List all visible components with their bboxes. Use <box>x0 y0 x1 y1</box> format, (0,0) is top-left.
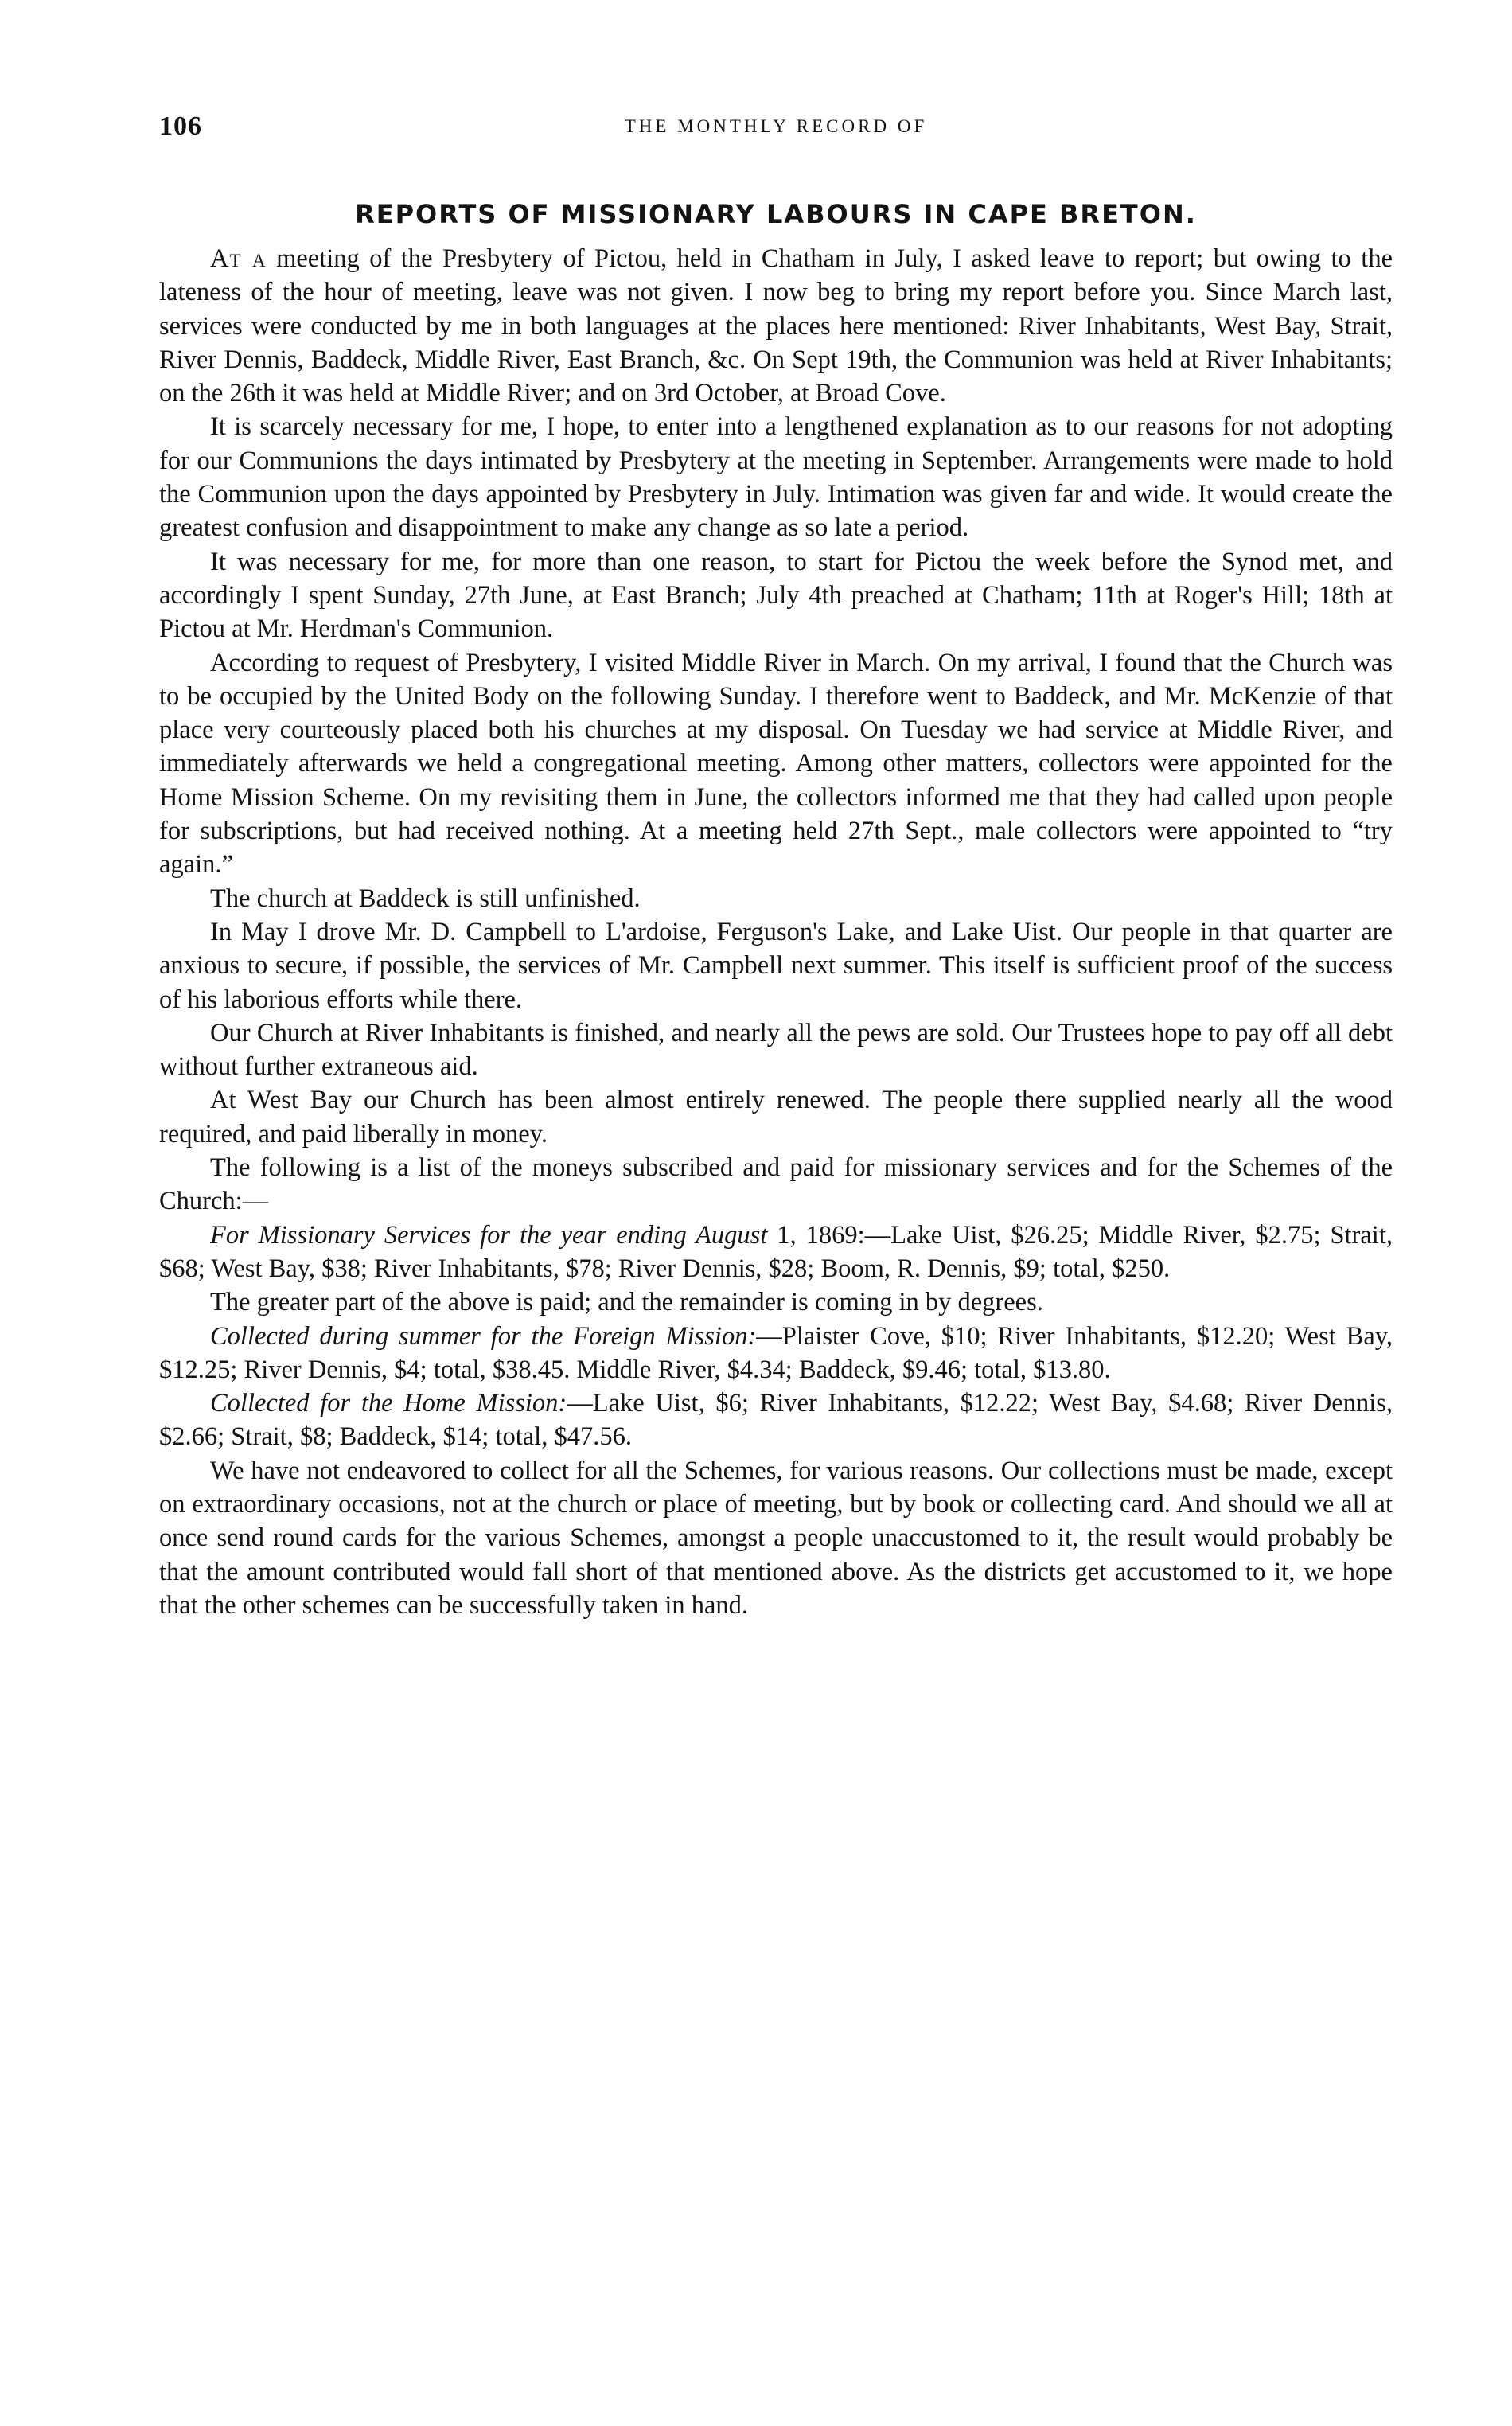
paragraph-text: 1, 1869:—Lake Uist, $26.25; Middle River, $2.75; Strait, $68; West Bay, $38; River Inhabitants, $78; River Dennis, $28; Boom, R. Dennis, $9; total, $250. <box>159 1220 1393 1283</box>
paragraph-text: meeting of the Presbytery of Pictou, held in Chatham in July, I asked leave to report; but owing to the lateness of the hour of meeting, leave was not given. I now beg to bring my report before you. Since March last, services were conducted by me in both languages at the places here mentioned: River Inhabitants, West Bay, Strait, River Dennis, Baddeck, Middle River, East Branch, &c. On Sept 19th, the Communion was held at River Inhabitants; on the 26th it was held at Middle River; and on 3rd October, at Broad Cove. <box>159 244 1393 408</box>
paragraph-italic-heading: For Missionary Services for the year ending August <box>210 1220 768 1250</box>
journal-title: THE MONTHLY RECORD OF <box>624 116 928 136</box>
paragraph-4: According to request of Presbytery, I visited Middle River in March. On my arrival, I found that the Church was to be occupied by the United Body on the following Sunday. I therefore went to Baddeck, and Mr. McKenzie of that place very courteously placed both his churches at my disposal. On Tuesday we had service at Middle River, and immediately afterwards we held a congregational meeting. Among other matters, collectors were appointed for the Home Mission Scheme. On my revisiting them in June, the collectors informed me that they had called upon people for subscriptions, but had received nothing. At a meeting held 27th Sept., male collectors were appointed to “try again.” <box>159 648 1393 880</box>
paragraph-text: —Plaister Cove, $10; River Inhabitants, $12.20; West Bay, $12.25; River Dennis, $4; total, $38.45. Middle River, $4.34; Baddeck, $9.46; total, $13.80. <box>159 1321 1393 1384</box>
paragraph-9: The following is a list of the moneys subscribed and paid for missionary services and for the Schemes of the Church:— <box>159 1153 1393 1216</box>
paragraph-lead: At a <box>210 244 267 273</box>
paragraph-13 <box>159 1387 1393 1454</box>
page-number: 106 <box>159 111 202 141</box>
paragraph-1 <box>159 242 1393 410</box>
document-page <box>159 111 1393 1622</box>
paragraph-8: At West Bay our Church has been almost entirely renewed. The people there supplied nearly all the wood required, and paid liberally in money. <box>159 1086 1393 1149</box>
paragraph-7: Our Church at River Inhabitants is finished, and nearly all the pews are sold. Our Trustees hope to pay off all debt without further extraneous aid. <box>159 1018 1393 1082</box>
paragraph-italic-heading: Collected for the Home Mission: <box>210 1389 567 1418</box>
paragraph-12 <box>159 1320 1393 1387</box>
paragraph-10 <box>159 1219 1393 1286</box>
paragraph-3: It was necessary for me, for more than one reason, to start for Pictou the week before the Synod met, and accordingly I spent Sunday, 27th June, at East Branch; July 4th preached at Chatham; 11th at Roger's Hill; 18th at Pictou at Mr. Herdman's Communion. <box>159 547 1393 644</box>
paragraph-14: We have not endeavored to collect for all the Schemes, for various reasons. Our collections must be made, except on extraordinary occasions, not at the church or place of meeting, but by book or collecting card. And should we all at once send round cards for the various Schemes, amongst a people unaccustomed to it, the result would probably be that the amount contributed would fall short of that mentioned above. As the districts get accustomed to it, we hope that the other schemes can be successfully taken in hand. <box>159 1456 1393 1620</box>
paragraph-2: It is scarcely necessary for me, I hope, to enter into a lengthened explanation as to our reasons for not adopting for our Communions the days intimated by Presbytery at the meeting in September. Arrangements were made to hold the Communion upon the days appointed by Presbytery in July. Intimation was given far and wide. It would create the greatest confusion and disappointment to make any change as so late a period. <box>159 412 1393 543</box>
running-head <box>159 111 1393 159</box>
paragraph-11: The greater part of the above is paid; and the remainder is coming in by degrees. <box>210 1288 1043 1317</box>
paragraph-6: In May I drove Mr. D. Campbell to L'ardoise, Ferguson's Lake, and Lake Uist. Our people in that quarter are anxious to secure, if possible, the services of Mr. Campbell next summer. This itself is sufficient proof of the success of his laborious efforts while there. <box>159 917 1393 1014</box>
paragraph-text: —Lake Uist, $6; River Inhabitants, $12.22; West Bay, $4.68; River Dennis, $2.66; Strait, $8; Baddeck, $14; total, $47.56. <box>159 1389 1393 1452</box>
paragraph-italic-heading: Collected during summer for the Foreign Mission: <box>210 1321 757 1351</box>
article-body <box>159 242 1393 1622</box>
paragraph-5: The church at Baddeck is still unfinished. <box>210 883 641 913</box>
article-title: REPORTS OF MISSIONARY LABOURS IN CAPE BRETON. <box>355 199 1197 229</box>
